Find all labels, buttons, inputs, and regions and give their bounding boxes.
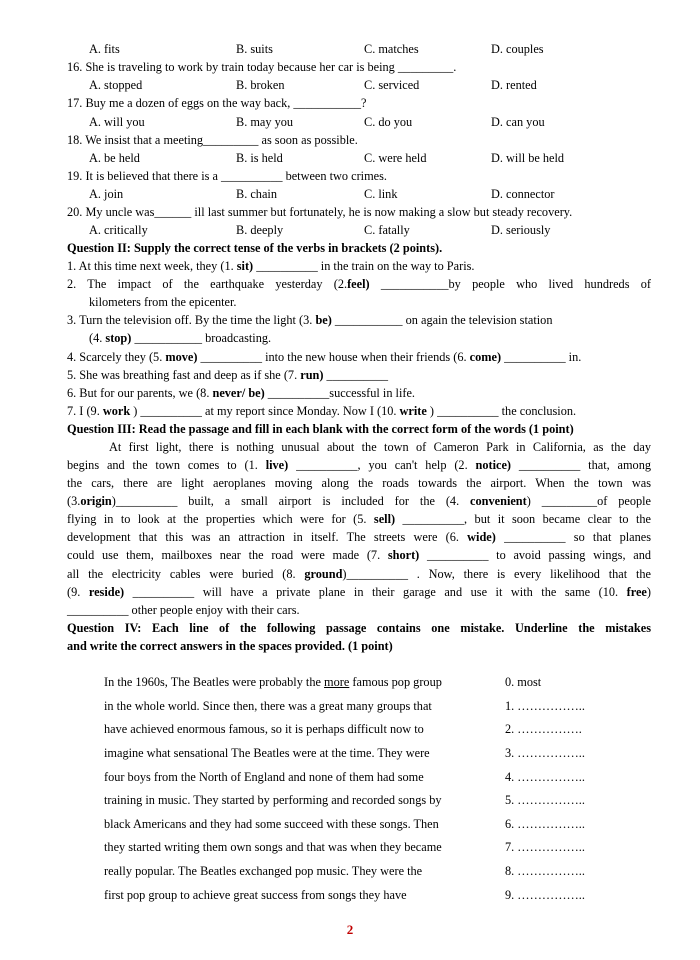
question-18-stem: 18. We insist that a meeting_________ as soon as possible. <box>67 133 358 147</box>
word: convenient <box>470 494 527 508</box>
q2-sentence-2-cont: kilometers from the epicenter. <box>89 295 237 309</box>
text: 1. At this time next week, they (1. <box>67 259 237 273</box>
text: (3. <box>67 494 81 508</box>
question-16-stem: 16. She is traveling to work by train today because her car is being _________. <box>67 60 457 74</box>
q4-answer-4[interactable]: 4. …………….. <box>505 770 585 784</box>
q3-passage-line-9 <box>67 584 651 600</box>
option-c: C. serviced <box>364 78 420 92</box>
q2-sentence-1 <box>67 258 474 274</box>
text: flying in to look at the properties which were for (5. <box>67 512 374 526</box>
text: ) <box>646 585 651 599</box>
option-d: D. will be held <box>491 151 565 165</box>
text: __________ so that planes <box>495 530 651 544</box>
text: __________ into the new house when their friends (6. <box>197 350 470 364</box>
text: famous pop group <box>349 675 442 689</box>
q4-answer-8[interactable]: 8. …………….. <box>505 864 585 878</box>
q2-sentence-3 <box>67 312 552 328</box>
q4-line-8: really popular. The Beatles exchanged pop music. They were the <box>104 864 423 878</box>
option-a: A. join <box>89 187 124 201</box>
word: short) <box>387 548 420 562</box>
option-a: A. stopped <box>89 78 143 92</box>
text: ___________ broadcasting. <box>131 331 272 345</box>
option-d: D. couples <box>491 42 544 56</box>
text: begins and the town comes to (1. <box>67 458 266 472</box>
q4-answer-1[interactable]: 1. …………….. <box>505 699 585 713</box>
q4-line-4: four boys from the North of England and none of them had some <box>104 770 424 784</box>
q4-line-3: imagine what sensational The Beatles were at the time. They were <box>104 746 430 760</box>
text: 4. Scarcely they (5. <box>67 350 166 364</box>
text: __________ will have a private plane in their garage and use it with the same (10. <box>124 585 627 599</box>
text: __________ in. <box>501 350 582 364</box>
verb: sit) <box>236 259 254 273</box>
q4-line-5: training in music. They started by performing and recorded songs by <box>104 793 442 807</box>
text: ) __________ the conclusion. <box>426 404 577 418</box>
q4-line-0 <box>104 674 442 690</box>
page-number: 2 <box>346 922 354 937</box>
text: ___________by people who lived hundreds of <box>369 277 651 291</box>
text: 2. The impact of the earthquake yesterday (2. <box>67 277 348 291</box>
text: __________ to avoid passing wings, and <box>419 548 651 562</box>
q3-passage-line-1: At first light, there is nothing unusual about the town of Cameron Park in California, as the day <box>109 440 651 454</box>
text: __________ <box>323 368 389 382</box>
q4-answer-9[interactable]: 9. …………….. <box>505 888 585 902</box>
q2-sentence-7 <box>67 403 576 419</box>
q2-sentence-5 <box>67 367 388 383</box>
q4-line-9: first pop group to achieve great success from songs they have <box>104 888 407 902</box>
text: __________successful in life. <box>264 386 416 400</box>
verb: stop) <box>105 331 132 345</box>
q3-passage-line-6 <box>67 529 651 545</box>
text: ) __________ at my report since Monday. Now I (10. <box>130 404 400 418</box>
option-b: B. is held <box>236 151 283 165</box>
question-2-heading: Question II: Supply the correct tense of the verbs in brackets (2 points). <box>67 241 443 255</box>
text: (4. <box>89 331 106 345</box>
q2-sentence-6 <box>67 385 415 401</box>
q2-sentence-2 <box>67 276 651 292</box>
q4-answer-3[interactable]: 3. …………….. <box>505 746 585 760</box>
text: 5. She was breathing fast and deep as if she (7. <box>67 368 301 382</box>
text: __________, but it soon became clear to the <box>395 512 651 526</box>
text: could use them, mailboxes near the road were made (7. <box>67 548 388 562</box>
option-d: D. connector <box>491 187 555 201</box>
word: reside) <box>88 585 125 599</box>
q4-line-7: they started writing them own songs and that was when they became <box>104 840 442 854</box>
option-b: B. deeply <box>236 223 284 237</box>
q3-passage-line-2 <box>67 457 651 473</box>
verb: work <box>102 404 131 418</box>
option-c: C. link <box>364 187 398 201</box>
q4-line-2: have achieved enormous famous, so it is perhaps difficult now to <box>104 722 424 736</box>
word: notice) <box>475 458 511 472</box>
text: )__________ . Now, there is every likelihood that the <box>342 567 651 581</box>
question-20-stem: 20. My uncle was______ ill last summer but fortunately, he is now making a slow but steady recovery. <box>67 205 573 219</box>
verb: feel) <box>347 277 370 291</box>
text: (9. <box>67 585 89 599</box>
q2-sentence-3-cont <box>89 330 271 346</box>
word: live) <box>265 458 289 472</box>
text: ) _________of people <box>526 494 651 508</box>
text: )__________ built, a small airport is included for the (4. <box>111 494 471 508</box>
q3-passage-line-8 <box>67 566 651 582</box>
q4-line-1: in the whole world. Since then, there was a great many groups that <box>104 699 432 713</box>
question-4-heading: Question IV: Each line of the following passage contains one mistake. Underline the mistakes <box>67 621 651 635</box>
option-c: C. matches <box>364 42 419 56</box>
text: 7. I (9. <box>67 404 103 418</box>
verb: run) <box>300 368 324 382</box>
q4-answer-7[interactable]: 7. …………….. <box>505 840 585 854</box>
underlined-mistake: more <box>324 675 350 689</box>
option-d: D. seriously <box>491 223 551 237</box>
q3-passage-line-4 <box>67 493 651 509</box>
text: __________, you can't help (2. <box>288 458 476 472</box>
option-c: C. fatally <box>364 223 410 237</box>
option-d: D. rented <box>491 78 537 92</box>
verb: never/ be) <box>212 386 265 400</box>
text: __________ that, among <box>511 458 651 472</box>
option-d: D. can you <box>491 115 545 129</box>
word: ground <box>304 567 343 581</box>
q3-passage-line-3: the cars, there are light aeroplanes moving along the roads towards the airport. When the town was <box>67 476 651 490</box>
text: ___________ on again the television station <box>331 313 553 327</box>
option-b: B. may you <box>236 115 294 129</box>
q4-line-6: black Americans and they had some succeed with these songs. Then <box>104 817 439 831</box>
verb: be) <box>315 313 332 327</box>
verb: write <box>399 404 427 418</box>
verb: come) <box>469 350 502 364</box>
word: origin <box>80 494 112 508</box>
option-c: C. were held <box>364 151 427 165</box>
option-c: C. do you <box>364 115 413 129</box>
option-b: B. broken <box>236 78 285 92</box>
text: all the electricity cables were buried (8. <box>67 567 305 581</box>
text: 3. Turn the television off. By the time the light (3. <box>67 313 316 327</box>
text: In the 1960s, The Beatles were probably the <box>104 675 325 689</box>
word: sell) <box>373 512 396 526</box>
option-a: A. will you <box>89 115 145 129</box>
question-17-stem: 17. Buy me a dozen of eggs on the way back, ___________? <box>67 96 367 110</box>
text: 6. But for our parents, we (8. <box>67 386 213 400</box>
q3-passage-line-5 <box>67 511 651 527</box>
q4-answer-5[interactable]: 5. …………….. <box>505 793 585 807</box>
text: development that this was an attraction in itself. The streets were (6. <box>67 530 468 544</box>
option-a: A. fits <box>89 42 120 56</box>
word: free <box>626 585 647 599</box>
q2-sentence-4 <box>67 349 581 365</box>
option-b: B. chain <box>236 187 277 201</box>
q3-passage-line-10: __________ other people enjoy with their cars. <box>67 603 300 617</box>
question-3-heading: Question III: Read the passage and fill in each blank with the correct form of the words (1 point) <box>67 422 574 436</box>
option-a: A. critically <box>89 223 148 237</box>
verb: move) <box>165 350 198 364</box>
word: wide) <box>467 530 496 544</box>
q4-answer-6[interactable]: 6. …………….. <box>505 817 585 831</box>
question-19-stem: 19. It is believed that there is a __________ between two crimes. <box>67 169 387 183</box>
q4-answer-0: 0. most <box>505 675 542 689</box>
option-b: B. suits <box>236 42 273 56</box>
q4-answer-2[interactable]: 2. ……………. <box>505 722 582 736</box>
q3-passage-line-7 <box>67 547 651 563</box>
text: __________ in the train on the way to Paris. <box>253 259 475 273</box>
option-a: A. be held <box>89 151 140 165</box>
question-4-heading-cont: and write the correct answers in the spaces provided. (1 point) <box>67 639 393 653</box>
